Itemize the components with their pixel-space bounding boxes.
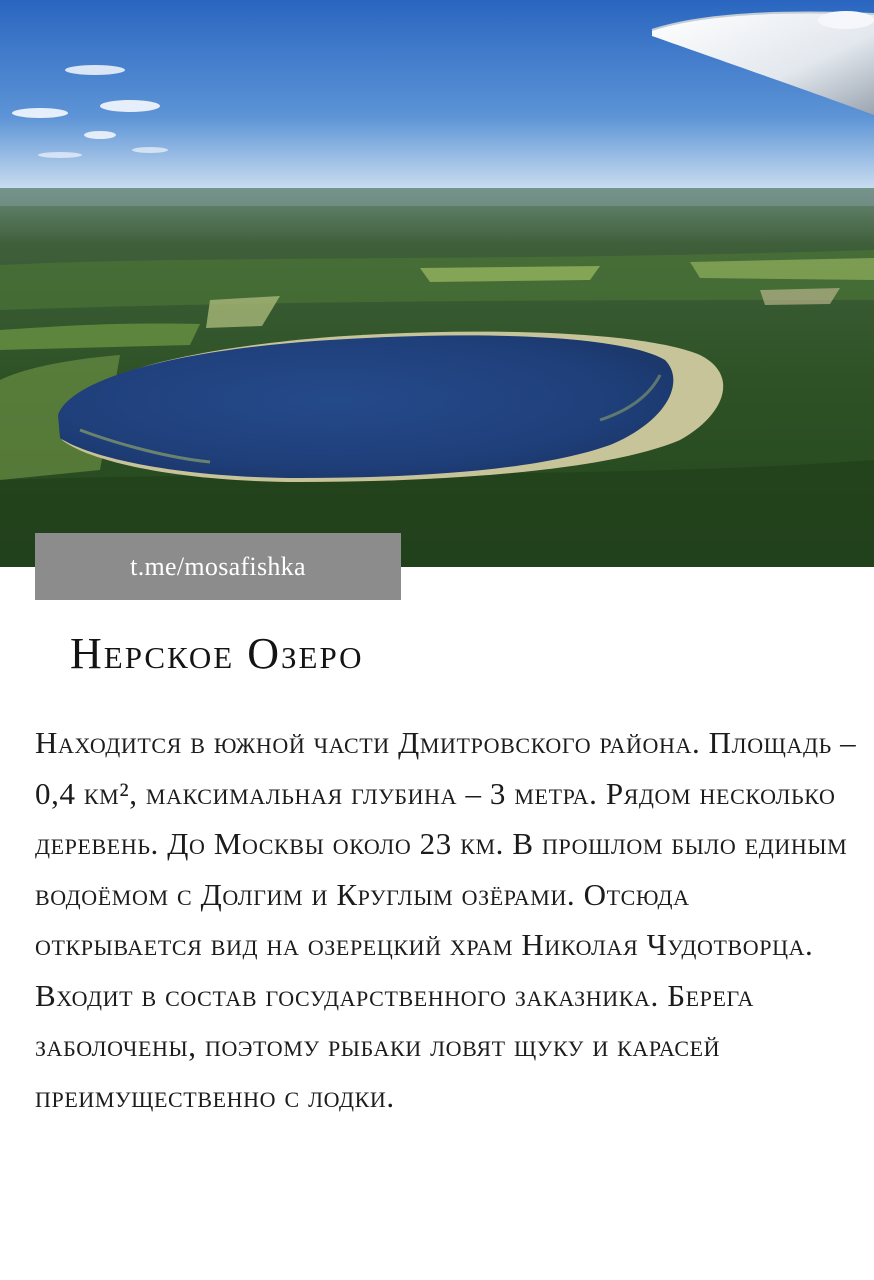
watermark-label: t.me/mosafishka	[35, 533, 401, 600]
aerial-lake-photo	[0, 0, 874, 567]
page-title: Нерское Озеро	[70, 629, 364, 678]
lake-description: Находится в южной части Дмитровского района. Площадь – 0,4 км², максимальная глубина – 3 метра. Рядом несколько деревень. До Москвы около 23 км. В прошлом было единым водоёмом с Долгим и Круглым озёрами. Отсюда открывается вид на озерецкий храм Николая Чудотворца. Входит в состав государственного заказника. Берега заболочены, поэтому рыбаки ловят щуку и карасей преимущественно с лодки.	[35, 725, 857, 1114]
